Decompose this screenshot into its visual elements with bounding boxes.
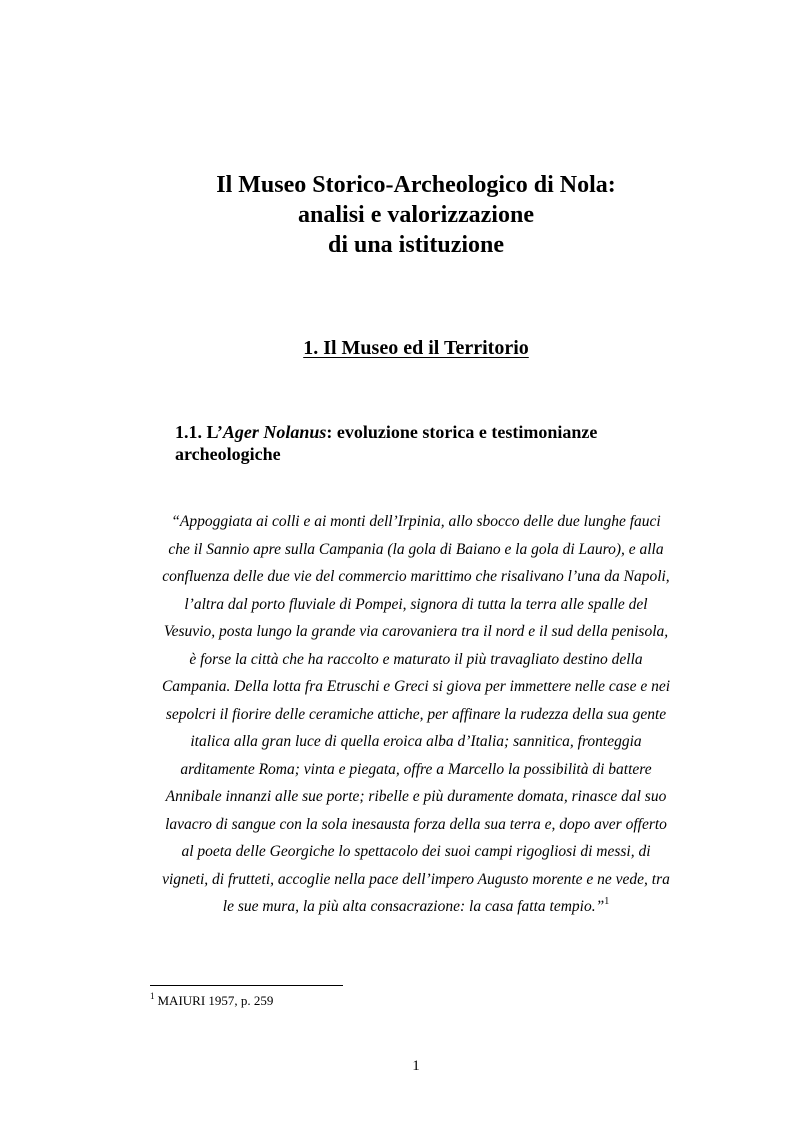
footnote-marker: 1 xyxy=(150,990,155,1001)
section-heading-line-2: archeologiche xyxy=(175,444,281,464)
quote-last-line xyxy=(120,893,712,921)
quote-line: italica alla gran luce di quella eroica alba d’Italia; sannitica, fronteggia xyxy=(190,733,642,750)
page-number: 1 xyxy=(412,1058,420,1074)
quote-line: Annibale innanzi alle sue porte; ribelle e più duramente domata, rinasce dal suo xyxy=(165,788,667,805)
footnote-divider xyxy=(150,985,343,986)
quote-line: lavacro di sangue con la sola inesausta forza della sua terra e, dopo aver offerto xyxy=(165,815,667,833)
footnote-text: MAIURI 1957, p. 259 xyxy=(157,993,274,1008)
chapter-heading xyxy=(0,334,794,362)
footnote-reference[interactable]: 1 xyxy=(604,895,610,907)
chapter-heading-text: 1. Il Museo ed il Territorio xyxy=(303,337,529,359)
quote-line: l’altra dal porto fluviale di Pompei, signora di tutta la terra alle spalle del xyxy=(184,595,648,613)
quote-line: vigneti, di frutteti, accoglie nella pace dell’impero Augusto morente e ne vede, tra xyxy=(162,870,670,888)
quote-line: sepolcri il fiorire delle ceramiche attiche, per affinare la rudezza della sua gente xyxy=(165,705,667,723)
quote-last-line-text: le sue mura, la più alta consacrazione: la casa fatta tempio.” xyxy=(222,898,605,915)
quote-line: al poeta delle Georgiche lo spettacolo dei suoi campi rigogliosi di messi, di xyxy=(181,843,651,860)
title-line: analisi e valorizzazione xyxy=(298,202,534,228)
section-number: 1.1. L’ xyxy=(175,422,223,442)
section-heading-rest: : evoluzione storica e testimonianze xyxy=(326,422,598,442)
block-quote xyxy=(120,508,712,921)
quote-line: Vesuvio, posta lungo la grande via carovaniera tra il nord e il sud della penisola, xyxy=(163,623,669,640)
quote-line: confluenza delle due vie del commercio marittimo che risalivano l’una da Napoli, xyxy=(162,568,670,585)
quote-line: “Appoggiata ai colli e ai monti dell’Irpinia, allo sbocco delle due lunghe fauci xyxy=(171,513,661,530)
title-line: di una istituzione xyxy=(327,232,505,258)
quote-line: arditamente Roma; vinta e piegata, offre a Marcello la possibilità di battere xyxy=(180,760,652,778)
section-heading xyxy=(175,421,655,465)
footnote xyxy=(150,992,273,1010)
quote-line: è forse la città che ha raccolto e maturato il più travagliato destino della xyxy=(189,650,643,668)
title-line: Il Museo Storico-Archeologico di Nola: xyxy=(216,172,616,198)
document-title xyxy=(0,170,794,260)
section-italic-term: Ager Nolanus xyxy=(222,422,327,442)
quote-line: che il Sannio apre sulla Campania (la gola di Baiano e la gola di Lauro), e alla xyxy=(168,540,664,558)
section-heading-line-1 xyxy=(175,421,655,443)
quote-line: Campania. Della lotta fra Etruschi e Greci si giova per immettere nelle case e nei xyxy=(161,678,671,695)
